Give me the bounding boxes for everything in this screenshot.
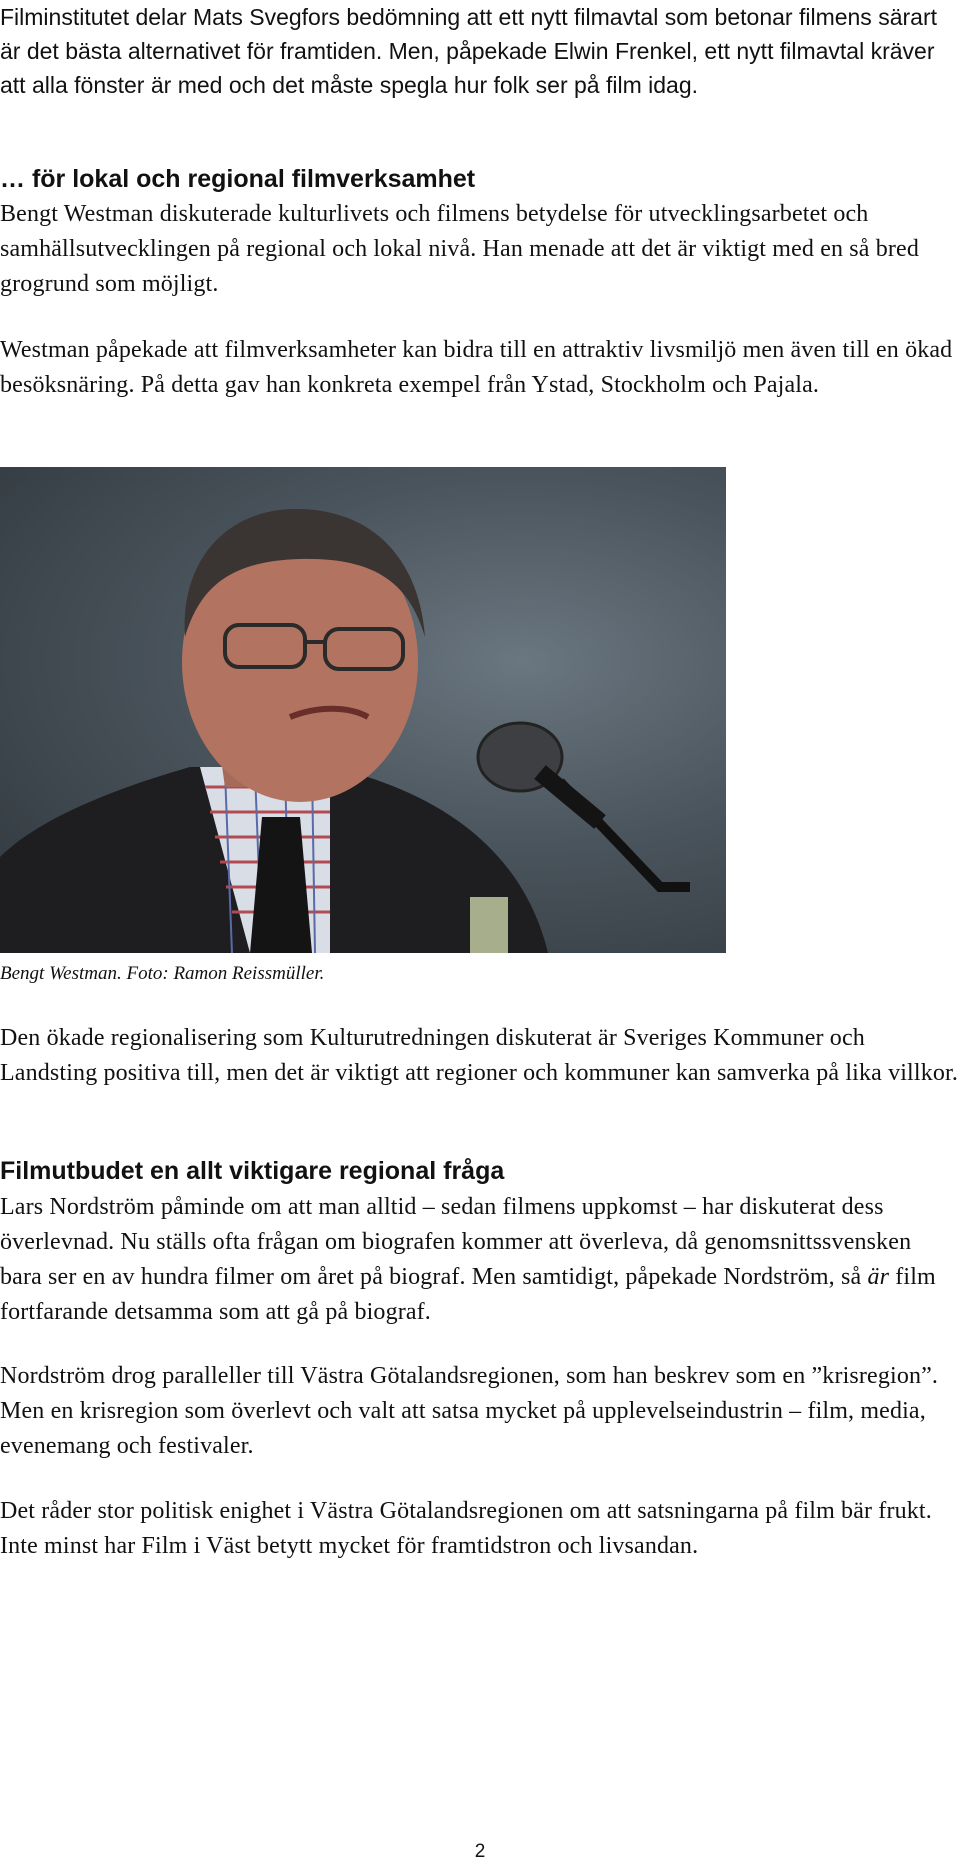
paragraph-nordstrom-cinema-part2: film fortfarande detsamma som att gå på biograf. — [0, 1264, 936, 1325]
paragraph-nordstrom-cinema-part1: Lars Nordström påminde om att man alltid – sedan filmens uppkomst – har diskuterat dess överlevnad. Nu ställs ofta frågan om biografen kommer att överleva, då genomsnittssvensken bara ser en av hundra filmer om året på biograf. Men samtidigt, påpekade Nordström, så — [0, 1194, 912, 1290]
paragraph-political-consensus: Det råder stor politisk enighet i Västra Götalandsregionen om att satsningarna på film bär frukt. Inte minst har Film i Väst betytt mycket för framtidstron och livsandan. — [0, 1498, 932, 1559]
page-number: 2 — [474, 1841, 486, 1862]
paragraph-nordstrom-cinema — [0, 1190, 958, 1330]
section-heading-local-regional: … för lokal och regional filmverksamhet — [0, 165, 476, 193]
paragraph-westman-culture: Bengt Westman diskuterade kulturlivets och filmens betydelse för utvecklingsarbetet och samhällsutvecklingen på regional och lokal nivå. Han menade att det är viktigt med en så bred grogrund som möjligt. — [0, 201, 919, 297]
speaker-photo-illustration — [0, 467, 726, 953]
speaker-photo — [0, 467, 726, 953]
photo-caption: Bengt Westman. Foto: Ramon Reissmüller. — [0, 963, 325, 984]
paragraph-westman-examples: Westman påpekade att filmverksamheter kan bidra till en attraktiv livsmiljö men även till en ökad besöksnäring. På detta gav han konkreta exempel från Ystad, Stockholm och Pajala. — [0, 337, 953, 398]
paragraph-nordstrom-region: Nordström drog paralleller till Västra Götalandsregionen, som han beskrev som en ”krisregion”. Men en krisregion som överlevt och valt att satsa mycket på upplevelseindustrin – film, media, evenemang och festivaler. — [0, 1363, 939, 1459]
paragraph-regionalization: Den ökade regionalisering som Kulturutredningen diskuterat är Sveriges Kommuner och Landsting positiva till, men det är viktigt att regioner och kommuner kan samverka på lika villkor. — [0, 1025, 958, 1086]
paragraph-nordstrom-cinema-emphasis: är — [867, 1264, 890, 1290]
section-heading-film-supply: Filmutbudet en allt viktigare regional fråga — [0, 1157, 505, 1185]
intro-paragraph: Filminstitutet delar Mats Svegfors bedömning att ett nytt filmavtal som betonar filmens särart är det bästa alternativet för framtiden. Men, påpekade Elwin Frenkel, ett nytt filmavtal kräver att alla fönster är med och det måste spegla hur folk ser på film idag. — [0, 4, 937, 98]
